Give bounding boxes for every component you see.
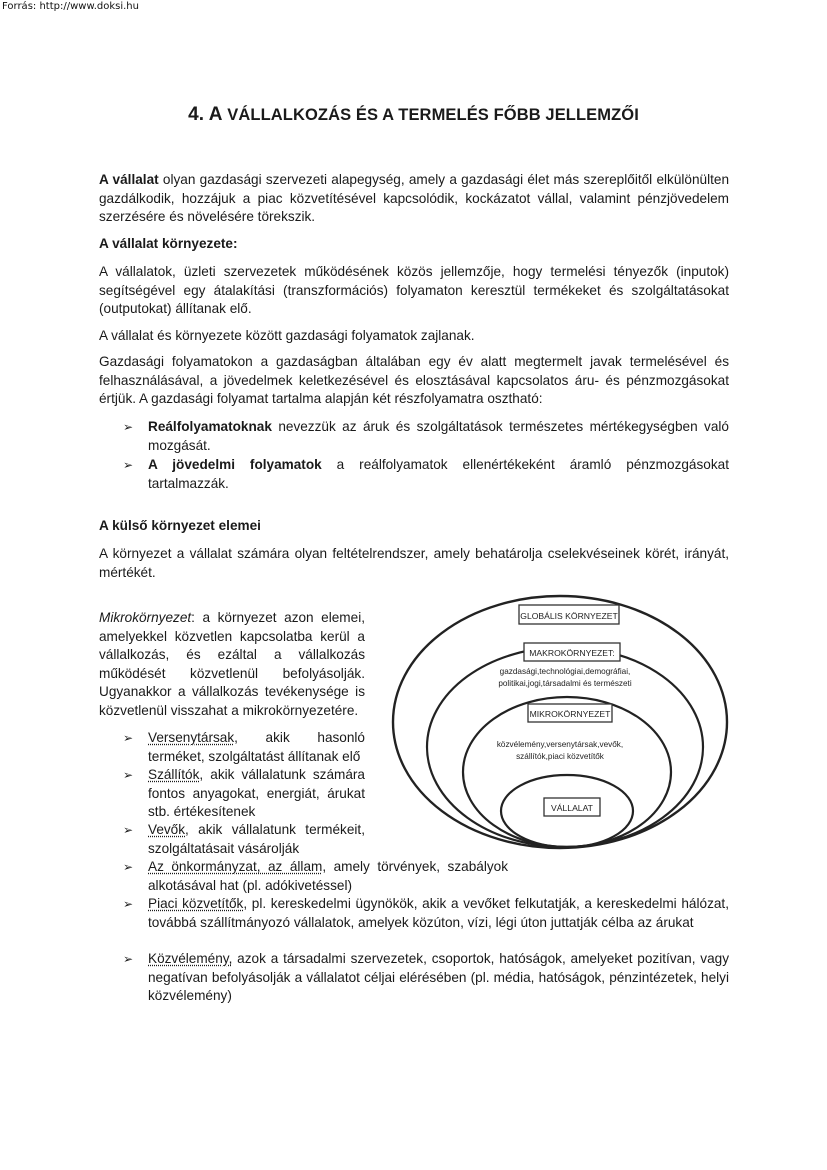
heading-external: A külső környezet elemei xyxy=(99,518,261,533)
paragraph-external: A környezet a vállalat számára olyan feltételrendszer, amely behatárolja cselekvéseinek körét, irányát, mértékét. xyxy=(99,546,729,580)
bullet-term: Vevők xyxy=(148,822,186,837)
bullet-text: , akik vállalatunk termékeit, szolgáltatásait vásárolják xyxy=(148,822,365,856)
arrow-bullet-icon: ➢ xyxy=(123,823,134,837)
heading-environment: A vállalat környezete: xyxy=(99,236,238,251)
arrow-bullet-icon: ➢ xyxy=(123,420,134,434)
list-item xyxy=(148,418,729,455)
bullet-text: , akik vállalatunk számára fontos anyagokat, energiát, árukat stb. értékesítenek xyxy=(148,767,365,820)
bullet-text: azok a társadalmi szervezetek, csoportok, hatóságok, amelyeket pozitívan, vagy negatívan befolyásolják a vállalatot céljai elérésében (pl. média, hatóságok, pénzintézetek, helyi közvélemény) xyxy=(148,951,729,1004)
bullet-term: Közvélemény, xyxy=(148,951,233,966)
arrow-bullet-icon: ➢ xyxy=(123,768,134,782)
bullet-term: Szállítók xyxy=(148,767,200,782)
bullet-text: , akik hasonló terméket, szolgáltatást állítanak elő xyxy=(148,730,365,764)
firm-label: VÁLLALAT xyxy=(551,803,593,813)
paragraph-env-2: A vállalat és környezete között gazdasági folyamatok zajlanak. xyxy=(99,328,475,343)
micro-description: közvélemény,versenytársak,vevők, xyxy=(496,740,624,749)
bullet-text: nevezzük az áruk és szolgáltatások természetes mértékegységben való mozgását. xyxy=(148,419,729,453)
arrow-bullet-icon: ➢ xyxy=(123,897,134,911)
bullet-term: Piaci közvetítők xyxy=(148,896,244,911)
bullet-term: Az önkormányzat, az állam xyxy=(148,859,323,874)
micro-paragraph xyxy=(99,609,365,721)
arrow-bullet-icon: ➢ xyxy=(123,458,134,472)
bullet-term: A jövedelmi folyamatok xyxy=(148,457,322,472)
arrow-bullet-icon: ➢ xyxy=(123,731,134,745)
bullet-term: Reálfolyamatoknak xyxy=(148,419,272,434)
intro-text: olyan gazdasági szervezeti alapegység, amely a gazdasági élet más szereplőitől elkülönülten gazdálkodik, hozzájuk a piac közvetítésével kapcsolódik, kockázatot vállal, valamint pénzjövedelem szerzésére és növelésére törekszik. xyxy=(99,172,729,225)
list-item xyxy=(148,950,729,1006)
macro-label: MAKROKÖRNYEZET: xyxy=(529,648,615,658)
source-label: Forrás: http://www.doksi.hu xyxy=(2,1,139,12)
micro-description: szállítók,piaci közvetítők xyxy=(516,752,604,761)
list-item xyxy=(148,766,365,822)
list-item xyxy=(148,821,365,858)
bullet-text: a reálfolyamatok ellenértékeként áramló pénzmozgásokat tartalmazzák. xyxy=(148,457,729,491)
intro-paragraph xyxy=(99,171,729,227)
page-title xyxy=(0,104,827,126)
paragraph-env-1: A vállalatok, üzleti szervezetek működésének közös jellemzője, hogy termelési tényezők (inputok) segítségével egy átalakítási (transzformációs) folyamaton keresztül termékeket és szolgáltatásokat (outputokat) állítanak elő. xyxy=(99,264,729,317)
macro-description: gazdasági,technológiai,demográfiai, xyxy=(499,667,631,676)
bullet-term: Versenytársak xyxy=(148,730,235,745)
bullet-text: , amely törvények, szabályok alkotásával hat (pl. adókivetéssel) xyxy=(148,859,508,893)
micro-text: : a környezet azon elemei, amelyekkel közvetlen kapcsolatba kerül a vállalkozás, és ezáltal a vállalkozás működését közvetlenül befolyásolják. Ugyanakkor a vállalkozás tevékenysége is közvetlenül visszahat a mikrokörnyezetére. xyxy=(99,610,365,718)
list-item xyxy=(148,456,729,493)
list-item xyxy=(148,729,365,766)
list-item xyxy=(148,895,729,932)
global-label: GLOBÁLIS KÖRNYEZET xyxy=(520,611,618,621)
title-text: VÁLLALKOZÁS ÉS A TERMELÉS FŐBB JELLEMZŐI xyxy=(227,106,639,124)
arrow-bullet-icon: ➢ xyxy=(123,860,134,874)
macro-description: politikai,jogi,társadalmi és természeti xyxy=(498,679,632,688)
micro-label: MIKROKÖRNYEZET xyxy=(529,709,611,719)
bullet-text: , pl. kereskedelmi ügynökök, akik a vevőket felkutatják, a kereskedelmi hálózat, továbbá szállítmányozó vállalatok, amelyek közúton, vízi, légi úton juttatják célba az árukat xyxy=(148,896,729,930)
title-number: 4. A xyxy=(188,104,223,125)
paragraph-env-3: Gazdasági folyamatokon a gazdaságban általában egy év alatt megtermelt javak termelésével és felhasználásával, a jövedelmek keletkezésével és elosztásával kapcsolatos áru- és pénzmozgásokat értjük. A gazdasági folyamat tartalma alapján két részfolyamatra osztható: xyxy=(99,354,729,407)
micro-term: Mikrokörnyezet xyxy=(99,610,192,625)
intro-term: A vállalat xyxy=(99,172,159,187)
environment-diagram xyxy=(385,590,735,880)
arrow-bullet-icon: ➢ xyxy=(123,952,134,966)
